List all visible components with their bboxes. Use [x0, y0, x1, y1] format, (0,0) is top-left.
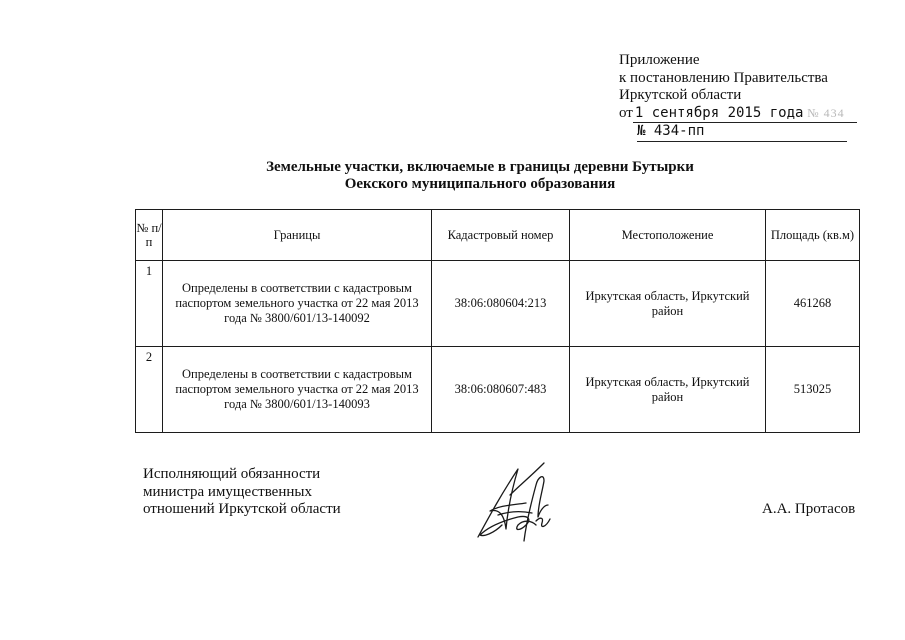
title-line-1: Земельные участки, включаемые в границы деревни Бутырки	[266, 159, 694, 175]
row-cadastral: 38:06:080604:213	[432, 261, 570, 347]
signature-position	[143, 466, 341, 519]
row-cadastral: 38:06:080607:483	[432, 347, 570, 433]
row-borders: Определены в соответствии с кадастровым паспортом земельного участка от 22 мая 2013 года № 3800/601/13-140092	[163, 261, 432, 347]
header-borders: Границы	[163, 210, 432, 261]
header-area: Площадь (кв.м)	[766, 210, 860, 261]
date-value: 1 сентября 2015 года	[634, 104, 804, 121]
header-cadastral: Кадастровый номер	[432, 210, 570, 261]
table-header-row	[136, 210, 860, 261]
row-area: 461268	[766, 261, 860, 347]
row-location: Иркутская область, Иркутский район	[570, 261, 766, 347]
date-prefix: от	[619, 104, 633, 121]
table-row	[136, 347, 860, 433]
appendix-line-3: Иркутской области	[619, 87, 742, 103]
appendix-line-2: к постановлению Правительства	[619, 69, 828, 86]
row-area: 513025	[766, 347, 860, 433]
appendix-number-line	[619, 123, 857, 142]
handwritten-signature	[440, 455, 590, 550]
appendix-line-1: Приложение	[619, 52, 700, 68]
row-num: 1	[136, 261, 163, 347]
document-title	[200, 159, 760, 193]
appendix-block	[619, 52, 857, 142]
row-location: Иркутская область, Иркутский район	[570, 347, 766, 433]
land-plots-table	[135, 209, 860, 433]
position-line-1: Исполняющий обязанности	[143, 466, 321, 482]
number-value: № 434-пп	[637, 123, 847, 142]
date-stamp: № 434	[807, 105, 845, 120]
appendix-date-line	[619, 105, 857, 124]
title-line-2: Оекского муниципального образования	[344, 176, 616, 192]
table-row	[136, 261, 860, 347]
position-line-2: министра имущественных	[143, 483, 312, 500]
header-location: Местоположение	[570, 210, 766, 261]
row-borders: Определены в соответствии с кадастровым паспортом земельного участка от 22 мая 2013 года № 3800/601/13-140093	[163, 347, 432, 433]
header-num: № п/п	[136, 210, 163, 261]
position-line-3: отношений Иркутской области	[143, 501, 341, 517]
row-num: 2	[136, 347, 163, 433]
signer-name: А.А. Протасов	[762, 501, 856, 517]
